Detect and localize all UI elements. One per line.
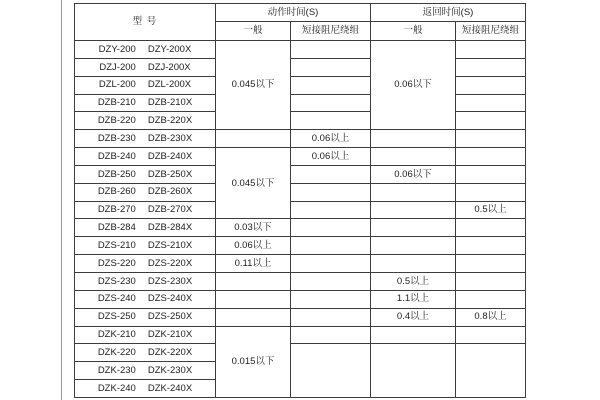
cell-action-general: 0.015以下 [216, 326, 291, 397]
cell-model-pair [75, 58, 216, 76]
cell-model-pair [75, 41, 216, 59]
cell-action-damping [291, 326, 371, 344]
cell-return-damping [456, 94, 526, 112]
cell-return-general [371, 219, 456, 237]
cell-return-damping [456, 165, 526, 183]
cell-action-general [216, 308, 291, 326]
cell-action-general: 0.06以上 [216, 237, 291, 255]
cell-return-general [371, 255, 456, 273]
cell-model-pair [75, 183, 216, 201]
cell-return-damping [456, 58, 526, 76]
subheader-action-general: 一般 [216, 22, 291, 41]
model-variant: DZS-240X [147, 293, 193, 305]
model-primary: DZS-210 [97, 239, 136, 251]
cell-action-damping [291, 201, 371, 219]
table-row [75, 290, 526, 308]
table-row [75, 344, 526, 362]
model-variant: DZJ-200X [147, 61, 191, 73]
cell-model-pair [75, 112, 216, 130]
table-row [75, 165, 526, 183]
cell-action-damping [291, 344, 371, 398]
model-primary: DZK-210 [97, 329, 136, 341]
model-variant: DZB-260X [147, 186, 193, 198]
cell-action-damping [291, 219, 371, 237]
model-variant: DZB-220X [147, 115, 193, 127]
cell-model-pair [75, 272, 216, 290]
model-primary: DZY-200 [98, 43, 136, 55]
cell-action-damping [291, 94, 371, 112]
cell-model-pair [75, 308, 216, 326]
model-primary: DZB-240 [97, 150, 136, 162]
model-primary: DZB-270 [97, 204, 136, 216]
cell-action-damping [291, 290, 371, 308]
cell-return-damping [456, 255, 526, 273]
cell-model-pair [75, 94, 216, 112]
cell-return-damping [456, 183, 526, 201]
cell-return-general [371, 344, 456, 398]
header-return-time: 返回时间(S) [371, 4, 526, 22]
model-primary: DZK-240 [97, 382, 136, 394]
cell-return-general: 0.5以上 [371, 272, 456, 290]
table-row [75, 255, 526, 273]
cell-action-general [216, 130, 291, 148]
model-variant: DZS-250X [147, 311, 193, 323]
model-variant: DZB-240X [147, 150, 193, 162]
cell-return-general: 0.06以下 [371, 41, 456, 130]
cell-return-general: 1.1以上 [371, 290, 456, 308]
cell-model-pair [75, 219, 216, 237]
model-variant: DZK-220X [147, 347, 193, 359]
model-primary: DZS-250 [97, 311, 136, 323]
model-primary: DZJ-200 [99, 61, 136, 73]
cell-action-damping [291, 58, 371, 76]
cell-action-general: 0.11以上 [216, 255, 291, 273]
cell-model-pair [75, 201, 216, 219]
model-primary: DZK-220 [97, 347, 136, 359]
cell-action-damping [291, 112, 371, 130]
model-primary: DZB-220 [97, 115, 136, 127]
table-row [75, 130, 526, 148]
cell-return-general [371, 201, 456, 219]
header-model: 型 号 [75, 4, 216, 41]
cell-return-damping [456, 148, 526, 166]
cell-return-general [371, 183, 456, 201]
cell-return-damping [456, 326, 526, 344]
cell-model-pair [75, 344, 216, 362]
cell-action-general [216, 272, 291, 290]
model-primary: DZL-200 [98, 79, 136, 91]
model-variant: DZS-210X [147, 239, 193, 251]
cell-action-damping [291, 308, 371, 326]
cell-model-pair [75, 326, 216, 344]
cell-model-pair [75, 362, 216, 380]
table-row [75, 272, 526, 290]
cell-action-general: 0.03以下 [216, 219, 291, 237]
cell-model-pair [75, 76, 216, 94]
model-primary: DZB-210 [97, 97, 136, 109]
cell-model-pair [75, 237, 216, 255]
subheader-return-damping: 短接阻尼绕组 [456, 22, 526, 41]
model-primary: DZS-240 [97, 293, 136, 305]
cell-action-damping [291, 183, 371, 201]
cell-return-general [371, 130, 456, 148]
cell-action-general: 0.045以下 [216, 148, 291, 219]
cell-return-damping [456, 272, 526, 290]
table-row [75, 76, 526, 94]
cell-action-damping [291, 237, 371, 255]
cell-return-damping [456, 112, 526, 130]
model-variant: DZS-230X [147, 275, 193, 287]
model-variant: DZB-210X [147, 97, 193, 109]
table-row [75, 41, 526, 59]
cell-return-damping [456, 344, 526, 398]
cell-action-damping: 0.06以上 [291, 148, 371, 166]
table-row [75, 148, 526, 166]
table-row [75, 201, 526, 219]
table-row [75, 237, 526, 255]
table-row [75, 219, 526, 237]
page-edge-line [61, 0, 62, 400]
model-primary: DZB-284 [97, 222, 136, 234]
model-variant: DZS-220X [147, 257, 193, 269]
table-row [75, 58, 526, 76]
cell-action-damping [291, 76, 371, 94]
table-row [75, 183, 526, 201]
table-row [75, 308, 526, 326]
cell-return-general [371, 237, 456, 255]
cell-return-general [371, 148, 456, 166]
table-header-row-1 [75, 4, 526, 22]
cell-action-damping [291, 41, 371, 59]
cell-return-damping [456, 76, 526, 94]
model-primary: DZB-260 [97, 186, 136, 198]
cell-action-damping [291, 255, 371, 273]
model-variant: DZK-210X [147, 329, 193, 341]
model-primary: DZB-250 [97, 168, 136, 180]
table-row [75, 94, 526, 112]
model-variant: DZK-230X [147, 364, 193, 376]
model-variant: DZB-250X [147, 168, 193, 180]
cell-return-damping [456, 130, 526, 148]
header-action-time: 动作时间(S) [216, 4, 371, 22]
cell-model-pair [75, 148, 216, 166]
model-variant: DZB-230X [147, 132, 193, 144]
cell-return-damping [456, 237, 526, 255]
model-variant: DZB-270X [147, 204, 193, 216]
table-row [75, 326, 526, 344]
cell-return-general: 0.06以下 [371, 165, 456, 183]
model-primary: DZS-220 [97, 257, 136, 269]
model-primary: DZB-230 [97, 132, 136, 144]
cell-action-damping [291, 272, 371, 290]
cell-model-pair [75, 380, 216, 398]
spec-table [74, 3, 526, 398]
cell-action-general: 0.045以下 [216, 41, 291, 130]
cell-action-general [216, 290, 291, 308]
table-row [75, 112, 526, 130]
cell-action-damping [291, 165, 371, 183]
model-primary: DZK-230 [97, 364, 136, 376]
model-variant: DZK-240X [147, 382, 193, 394]
cell-return-general: 0.4以上 [371, 308, 456, 326]
spec-table-container [74, 3, 526, 398]
cell-return-damping [456, 219, 526, 237]
subheader-return-general: 一般 [371, 22, 456, 41]
cell-model-pair [75, 165, 216, 183]
cell-return-damping [456, 41, 526, 59]
cell-action-damping: 0.06以上 [291, 130, 371, 148]
model-primary: DZS-230 [97, 275, 136, 287]
subheader-action-damping: 短接阻尼绕组 [291, 22, 371, 41]
cell-model-pair [75, 290, 216, 308]
model-variant: DZL-200X [147, 79, 192, 91]
cell-return-damping [456, 290, 526, 308]
cell-return-general [371, 326, 456, 344]
model-variant: DZB-284X [147, 222, 193, 234]
cell-model-pair [75, 130, 216, 148]
cell-return-damping: 0.5以上 [456, 201, 526, 219]
cell-model-pair [75, 255, 216, 273]
model-variant: DZY-200X [147, 43, 192, 55]
cell-return-damping: 0.8以上 [456, 308, 526, 326]
